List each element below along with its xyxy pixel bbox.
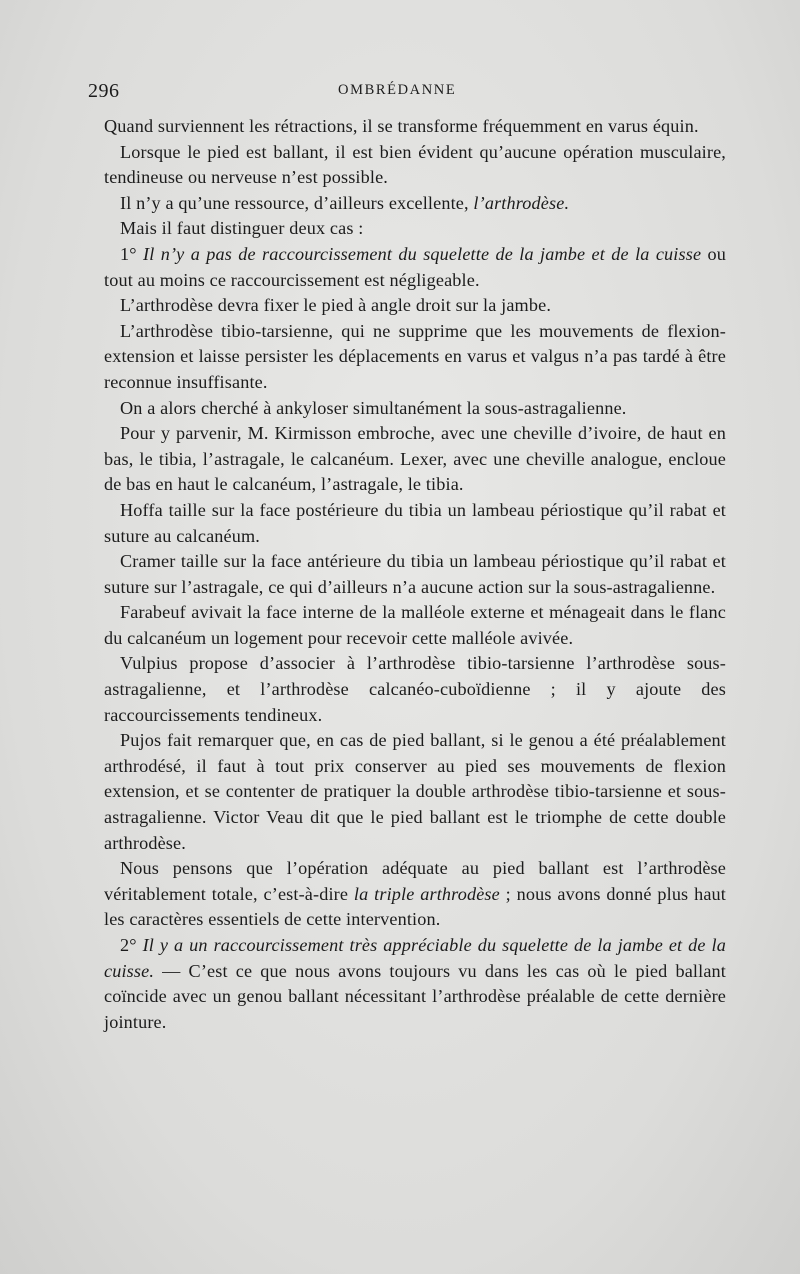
emphasis-text: Il y a un raccourcissement très appréciable du squelette de la jambe et de la cuisse.: [104, 935, 726, 981]
paragraph-text: — C’est ce que nous avons toujours vu dans les cas où le pied ballant coïncide avec un genou ballant nécessitant l’arthrodèse préalable de cette dernière jointure.: [104, 960, 726, 1032]
page-number: 296: [88, 80, 120, 102]
paragraph: L’arthrodèse devra fixer le pied à angle droit sur la jambe.: [120, 295, 552, 316]
paragraph-text: Nous pensons que l’opération adéquate au pied ballant est l’arthrodèse véritablement totale, c’est-à-dire: [104, 858, 726, 904]
paragraph: L’arthrodèse tibio-tarsienne, qui ne supprime que les mouvements de flexion-extension et laisse persister les déplacements en varus et valgus n’a pas tardé à être reconnue insuffisante.: [104, 320, 726, 392]
emphasis-text: Il n’y a pas de raccourcissement du squelette de la jambe et de la cuisse: [142, 243, 702, 264]
paragraph: Mais il faut distinguer deux cas :: [120, 218, 364, 239]
paragraph-text: ou tout au moins ce raccourcissement est négligeable.: [104, 243, 726, 290]
paragraph: [104, 191, 726, 217]
running-head: OMBRÉDANNE: [338, 82, 457, 98]
paragraph: Hoffa taille sur la face postérieure du tibia un lambeau périostique qu’il rabat et suture au calcanéum.: [104, 499, 726, 546]
paragraph: Farabeuf avivait la face interne de la malléole externe et ménageait dans le flanc du calcanéum un logement pour recevoir cette malléole avivée.: [104, 602, 726, 648]
emphasis-text: la triple arthrodèse: [353, 883, 500, 904]
paragraph: [104, 856, 726, 933]
case-number: 2°: [120, 935, 143, 955]
case-number: 1°: [120, 243, 143, 264]
emphasis-text: l’arthrodèse.: [473, 192, 570, 213]
paragraph: [104, 933, 726, 1035]
paragraph: Cramer taille sur la face antérieure du tibia un lambeau périostique qu’il rabat et suture sur l’astragale, ce qui d’ailleurs n’a aucune action sur la sous-astragalienne.: [104, 551, 726, 597]
paragraph: Quand surviennent les rétractions, il se transforme fréquemment en varus équin.: [104, 116, 699, 136]
paragraph: Vulpius propose d’associer à l’arthrodèse tibio-tarsienne l’arthrodèse sous-astragalienne, et l’arthrodèse calcanéo-cuboïdienne ; il y ajoute des raccourcissements tendineux.: [104, 653, 726, 725]
paragraph-text: Il n’y a qu’une ressource, d’ailleurs excellente,: [120, 192, 474, 213]
body-text: [104, 114, 726, 1035]
paragraph: Pujos fait remarquer que, en cas de pied ballant, si le genou a été préalablement arthrodésé, il faut à tout prix conserver au pied ses mouvements de flexion extension, et se contenter de pratiquer la double arthrodèse tibio-tarsienne et sous-astragalienne. Victor Veau dit que le pied ballant est le triomphe de cette double arthrodèse.: [104, 730, 726, 853]
paragraph: [104, 242, 726, 293]
paragraph-text: ; nous avons donné plus haut les caractères essentiels de cette intervention.: [104, 883, 726, 930]
paragraph: Pour y parvenir, M. Kirmisson embroche, avec une cheville d’ivoire, de haut en bas, le tibia, l’astragale, le calcanéum. Lexer, avec une cheville analogue, encloue de bas en haut le calcanéum, l’astragale, le tibia.: [104, 423, 726, 495]
paragraph: Lorsque le pied est ballant, il est bien évident qu’aucune opération musculaire, tendineuse ou nerveuse n’est possible.: [104, 141, 726, 188]
paragraph: On a alors cherché à ankyloser simultanément la sous-astragalienne.: [120, 397, 627, 418]
